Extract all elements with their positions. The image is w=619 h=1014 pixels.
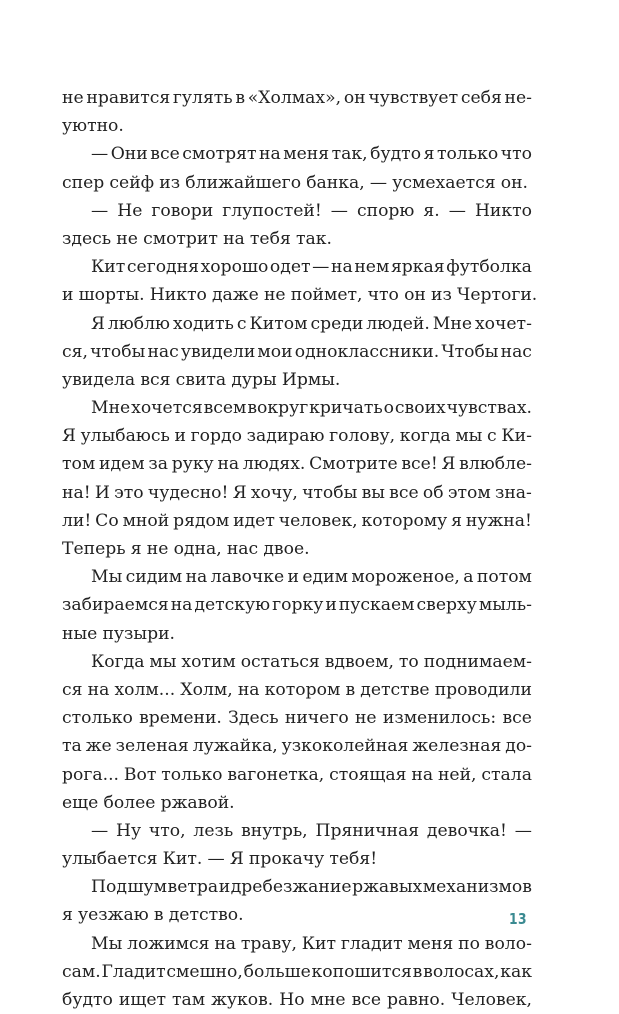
- paragraph: [62, 563, 532, 648]
- text-line: забираемся на детскую горку и пускаем сверху мыль-: [62, 595, 532, 616]
- text-line: на! И это чудесно! Я хочу, чтобы вы все об этом зна-: [62, 482, 532, 503]
- text-line: столько времени. Здесь ничего не изменилось: все: [62, 708, 532, 729]
- text-line: Мне хочется всем вокруг кричать о своих чувствах.: [91, 398, 532, 419]
- text-line: ные пузыри.: [62, 623, 176, 644]
- paragraph: [62, 84, 532, 140]
- paragraph: [62, 873, 532, 929]
- text-line: Мы ложимся на траву, Кит гладит меня по воло-: [91, 933, 532, 954]
- paragraph: [62, 817, 532, 873]
- text-line: — Они все смотрят на меня так, будто я только что: [91, 144, 532, 165]
- page-number: 13: [509, 910, 527, 928]
- text-line: спер сейф из ближайшего банка, — усмехается он.: [62, 172, 529, 193]
- text-line: рога... Вот только вагонетка, стоящая на ней, стала: [62, 764, 532, 785]
- text-line: ли! Со мной рядом идет человек, которому я нужна!: [62, 510, 532, 531]
- text-line: Кит сегодня хорошо одет — на нем яркая футболка: [91, 257, 532, 278]
- text-line: сам. Гладит смешно, больше копошится в волосах, как: [62, 961, 532, 982]
- text-line: та же зеленая лужайка, узкоколейная железная до-: [62, 736, 532, 757]
- paragraph: [62, 140, 532, 196]
- text-line: Я улыбаюсь и гордо задираю голову, когда мы с Ки-: [62, 426, 532, 447]
- body-text: [62, 84, 538, 1014]
- paragraph: [62, 648, 532, 817]
- text-line: Под шум ветра и дребезжание ржавых механизмов: [91, 877, 532, 898]
- text-line: уютно.: [62, 116, 124, 137]
- text-line: — Ну что, лезь внутрь, Пряничная девочка! —: [91, 820, 532, 841]
- text-line: еще более ржавой.: [62, 792, 235, 813]
- text-line: Я люблю ходить с Китом среди людей. Мне хочет-: [91, 313, 532, 334]
- text-line: ся, чтобы нас увидели мои одноклассники. Чтобы нас: [62, 341, 532, 362]
- text-line: улыбается Кит. — Я прокачу тебя!: [62, 849, 378, 870]
- text-line: Теперь я не одна, нас двое.: [62, 539, 310, 559]
- paragraph: [62, 310, 532, 395]
- paragraph: [62, 394, 532, 563]
- text-line: Когда мы хотим остаться вдвоем, то поднимаем-: [91, 651, 532, 672]
- paragraph: [62, 253, 538, 309]
- text-line: — Не говори глупостей! — спорю я. — Никто: [91, 200, 532, 221]
- text-line: ся на холм... Холм, на котором в детстве проводили: [62, 679, 532, 700]
- text-line: здесь не смотрит на тебя так.: [62, 228, 332, 249]
- text-line: не нравится гулять в «Холмах», он чувствует себя не-: [62, 88, 532, 108]
- paragraph: [62, 197, 532, 253]
- text-line: том идем за руку на людях. Смотрите все! Я влюбле-: [62, 454, 532, 475]
- text-line: увидела вся свита дуры Ирмы.: [62, 369, 341, 390]
- text-line: будто ищет там жуков. Но мне все равно. Человек,: [62, 990, 532, 1010]
- paragraph: [62, 930, 532, 1014]
- text-line: Мы сидим на лавочке и едим мороженое, а потом: [91, 567, 532, 588]
- text-line: я уезжаю в детство.: [62, 905, 244, 926]
- text-line: и шорты. Никто даже не поймет, что он из Чертоги.: [62, 285, 538, 306]
